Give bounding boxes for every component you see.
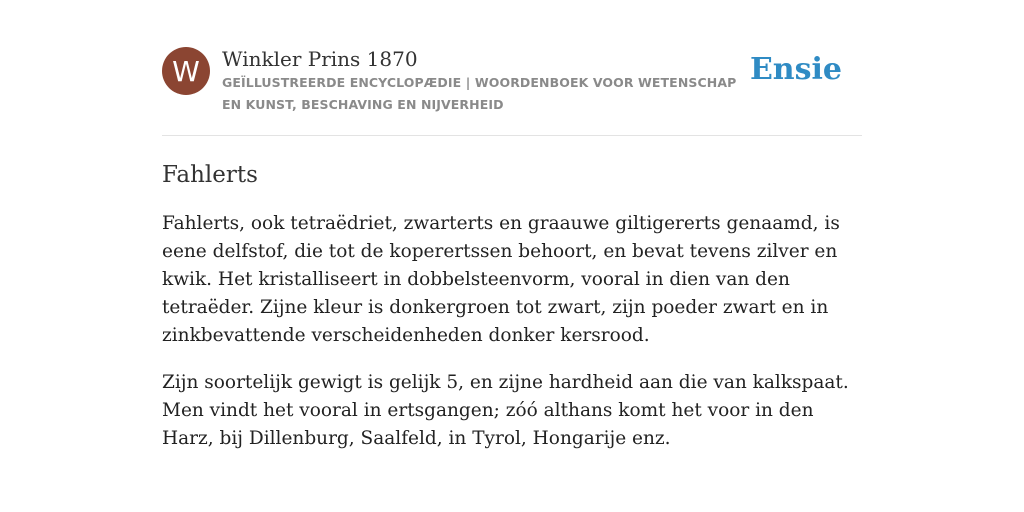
source-titles xyxy=(222,44,752,116)
source-subtitle: GEÏLLUSTREERDE ENCYCLOPÆDIE | WOORDENBOEK VOOR WETENSCHAP EN KUNST, BESCHAVING EN NIJVERHEID xyxy=(222,75,737,112)
entry-body xyxy=(162,210,862,453)
entry-card xyxy=(162,44,862,472)
ensie-logo[interactable]: Ensie xyxy=(749,52,842,87)
source-avatar[interactable]: W xyxy=(162,47,210,95)
entry-title: Fahlerts xyxy=(162,162,258,188)
source-header xyxy=(162,44,862,136)
entry-paragraph: Fahlerts, ook tetraëdriet, zwarterts en graauwe giltigererts genaamd, is eene delfstof, die tot de koperertssen behoort, en bevat tevens zilver en kwik. Het kristalliseert in dobbelsteenvorm, vooral in dien van den tetraëder. Zijne kleur is donkergroen tot zwart, zijn poeder zwart en in zinkbevattende verscheidenheden donker kersrood. xyxy=(162,213,840,346)
entry-paragraph: Zijn soortelijk gewigt is gelijk 5, en zijne hardheid aan die van kalkspaat. Men vindt het vooral in ertsgangen; zóó althans komt het voor in den Harz, bij Dillenburg, Saalfeld, in Tyrol, Hongarije enz. xyxy=(162,372,849,449)
source-title[interactable]: Winkler Prins 1870 xyxy=(222,47,418,71)
